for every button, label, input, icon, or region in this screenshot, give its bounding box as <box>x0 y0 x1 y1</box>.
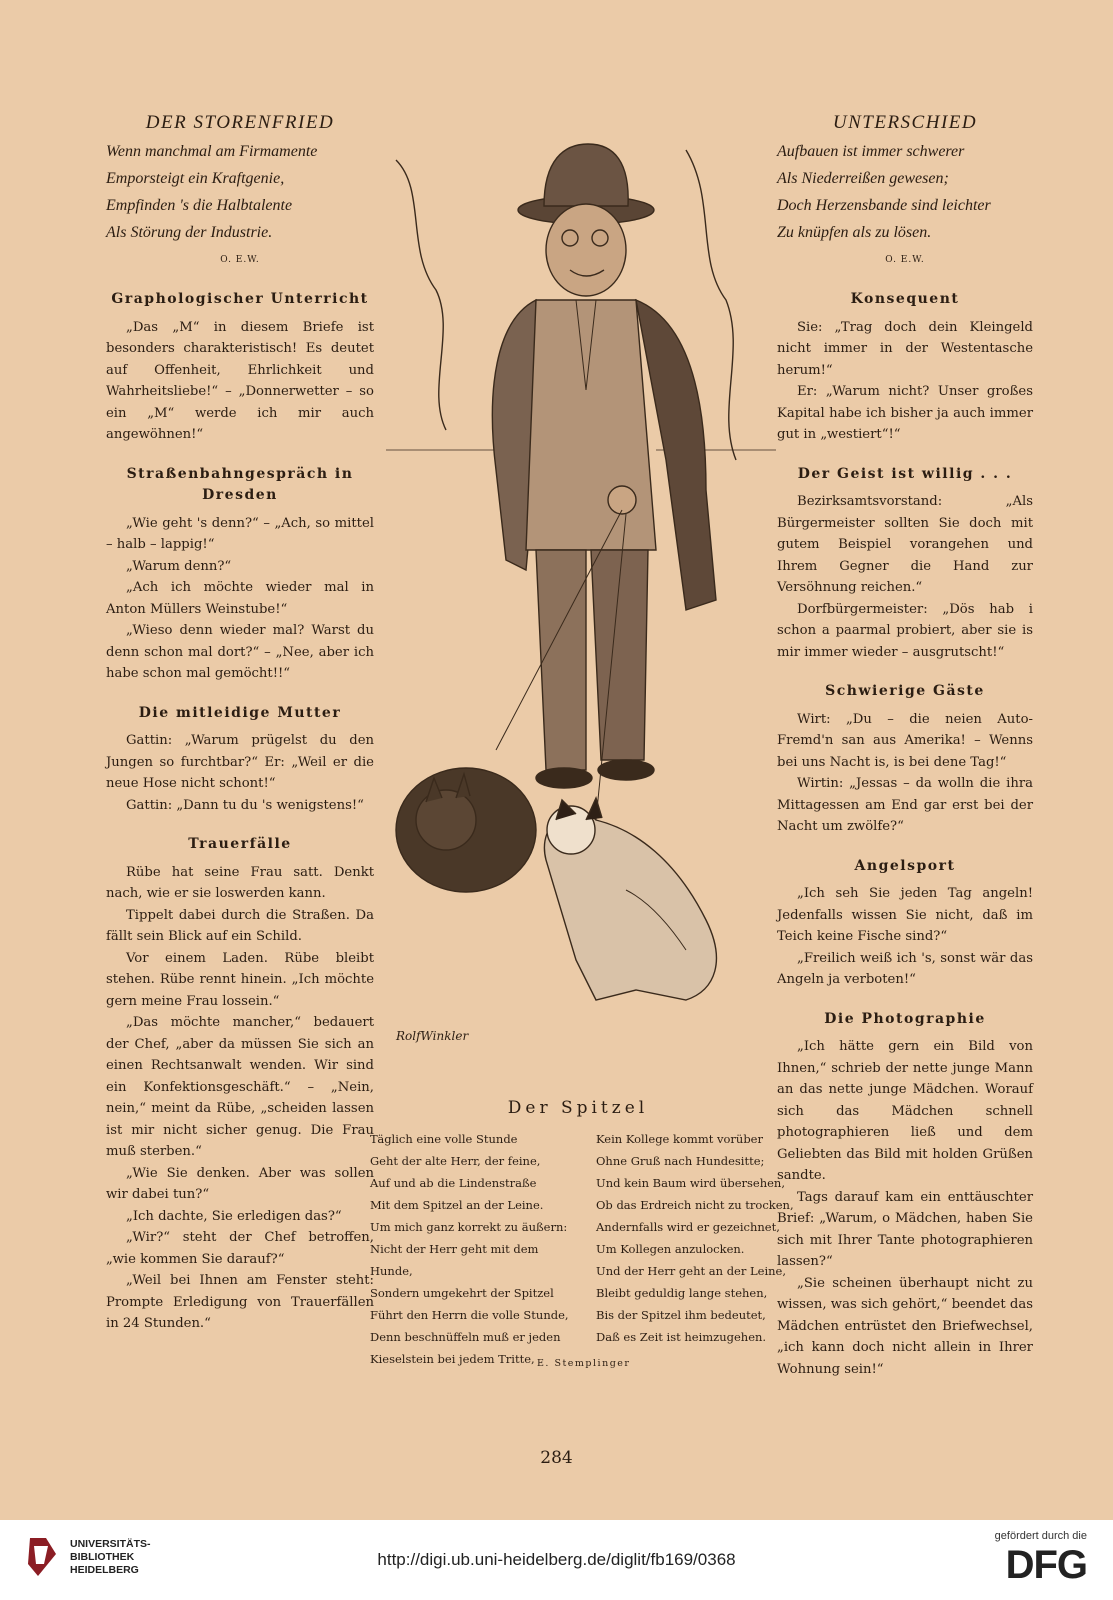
verse-line: Täglich eine volle Stunde <box>370 1132 518 1146</box>
anecdote-heading: Straßenbahngespräch in Dresden <box>126 465 354 503</box>
verse-line: Auf und ab die Lindenstraße <box>370 1176 537 1190</box>
verse-line: Führt den Herrn die volle Stunde, <box>370 1308 569 1322</box>
verse-line: Und der Herr geht an der Leine, <box>596 1264 786 1278</box>
anecdote-paragraph: „Wieso denn wieder mal? Warst du denn schon mal dort?“ – „Nee, aber ich habe schon mal gemöcht!!“ <box>106 623 374 681</box>
anecdote-paragraph: „Ich seh Sie jeden Tag angeln! Jedenfalls wissen Sie nicht, daß im Teich keine Fische sind?“ <box>777 886 1033 944</box>
anecdote-paragraph: Dorfbürgermeister: „Dös hab i schon a paarmal probiert, aber sie is mir immer wieder – ausgrutscht!“ <box>777 601 1033 660</box>
anecdote-paragraph: Wirtin: „Jessas – da wolln die ihra Mittagessen am End gar erst bei der Nacht um zwölfe?“ <box>777 776 1033 834</box>
verse-line: Um mich ganz korrekt zu äußern: <box>370 1220 568 1234</box>
anecdote-paragraph: „Freilich weiß ich 's, sonst wär das Angeln ja verboten!“ <box>777 950 1033 987</box>
anecdote-paragraph: „Wie Sie denken. Aber was sollen wir dabei tun?“ <box>106 1165 374 1202</box>
poem-line: Empfinden 's die Halbtalente <box>106 196 293 214</box>
anecdote-paragraph: „Weil bei Ihnen am Fenster steht: Prompte Erledigung von Trauerfällen in 24 Stunden.“ <box>106 1273 374 1331</box>
poem-signature-left: O. E.W. <box>220 254 260 265</box>
poem-line: Als Niederreißen gewesen; <box>777 169 949 187</box>
spitzel-author: E. Stemplinger <box>537 1358 631 1369</box>
poem-line: Als Störung der Industrie. <box>106 223 273 241</box>
foliage-line <box>396 160 446 430</box>
anecdote-paragraph: „Warum denn?“ <box>126 558 232 574</box>
funded-by-text: gefördert durch die <box>994 1530 1087 1542</box>
anecdote-paragraph: Rübe hat seine Frau satt. Denkt nach, wie er sie loswerden kann. <box>106 864 374 901</box>
anecdote-paragraph: „Das „M“ in diesem Briefe ist besonders charakteristisch! Es deutet auf Offenheit, Ehrlichkeit und Wahrheitsliebe!“ – „Donnerwetter – so ein „M“ werde ich mir auch angewöhnen!“ <box>106 319 374 442</box>
verse-line: Andernfalls wird er gezeichnet, <box>596 1220 780 1234</box>
verse-line: Bis der Spitzel ihm bedeutet, <box>596 1308 766 1322</box>
poem-line: Zu knüpfen als zu lösen. <box>777 223 932 241</box>
verse-line: Denn beschnüffeln muß er jeden <box>370 1330 561 1344</box>
verse-line: Nicht der Herr geht mit dem Hunde, <box>370 1242 539 1278</box>
anecdote-heading: Der Geist ist willig . . . <box>797 465 1013 482</box>
anecdote-paragraph: „Sie scheinen überhaupt nicht zu wissen, was sich gehört,“ beendet das Mädchen entrüstet den Briefwechsel, „ich kann doch nicht allein in Ihrer Wohnung sein!“ <box>777 1275 1033 1377</box>
poem-line: Emporsteigt ein Kraftgenie, <box>106 169 285 187</box>
verse-line: Ob das Erdreich nicht zu trocken, <box>596 1198 794 1212</box>
dfg-logo <box>995 1530 1087 1586</box>
anecdote-heading: Graphologischer Unterricht <box>111 291 369 307</box>
verse-line: Daß es Zeit ist heimzugehen. <box>596 1330 767 1344</box>
anecdote-paragraph: Tippelt dabei durch die Straßen. Da fällt sein Blick auf ein Schild. <box>106 907 374 944</box>
anecdote-paragraph: Tags darauf kam ein enttäuschter Brief: „Warum, o Mädchen, haben Sie sich mit Ihrer Tante photographieren lassen?“ <box>777 1189 1033 1269</box>
poem-title-left: DER STORENFRIED <box>145 112 335 133</box>
anecdote-heading: Konsequent <box>850 291 960 307</box>
library-name-line: BIBLIOTHEK <box>70 1550 135 1563</box>
left-anecdotes <box>106 289 374 1335</box>
verse-line: Und kein Baum wird übersehen, <box>596 1176 785 1190</box>
anecdote-paragraph: Vor einem Laden. Rübe bleibt stehen. Rübe rennt hinein. „Ich möchte gern meine Frau lossein.“ <box>106 950 374 1009</box>
anecdote-paragraph: Gattin: „Dann tu du 's wenigstens!“ <box>126 797 364 813</box>
anecdote-heading: Die Photographie <box>824 1010 986 1027</box>
left-shoe <box>536 768 592 788</box>
anecdote-paragraph: Sie: „Trag doch dein Kleingeld nicht immer in der Westentasche herum!“ <box>777 319 1033 378</box>
anecdote-heading: Angelsport <box>854 857 956 874</box>
poem-signature-right: O. E.W. <box>885 254 925 265</box>
head <box>546 204 626 296</box>
verse-line: Geht der alte Herr, der feine, <box>370 1154 541 1168</box>
anecdote-paragraph: „Wie geht 's denn?“ – „Ach, so mittel – halb – lappig!“ <box>106 515 374 552</box>
verse-line: Sondern umgekehrt der Spitzel <box>370 1286 554 1300</box>
dog-ear <box>586 798 602 820</box>
spitzel-title: Der Spitzel <box>507 1098 649 1118</box>
library-name-line: UNIVERSITÄTS- <box>70 1537 151 1550</box>
anecdote-paragraph: Gattin: „Warum prügelst du den Jungen so furchtbar?“ Er: „Weil er die neue Hose nicht schont!“ <box>106 733 374 791</box>
anecdote-paragraph: Wirt: „Du – die neien Auto-Fremd'n san aus Amerika! – Wenns bei uns Nacht is, is bei dene Tag!“ <box>777 711 1033 770</box>
spitz-dog-head <box>416 790 476 850</box>
anecdote-heading: Trauerfälle <box>188 836 292 852</box>
dfg-wordmark: DFG <box>1005 1543 1087 1587</box>
poem-line: Aufbauen ist immer schwerer <box>777 142 965 160</box>
source-url-link[interactable]: http://digi.ub.uni-heidelberg.de/diglit/fb169/0368 <box>377 1550 736 1569</box>
right-column <box>777 112 1033 1380</box>
anecdote-heading: Die mitleidige Mutter <box>138 704 342 721</box>
torso <box>526 300 656 550</box>
man-with-dogs-illustration <box>386 130 776 1060</box>
poem-title-right: UNTERSCHIED <box>832 112 978 133</box>
anecdote-paragraph: „Wir?“ steht der Chef betroffen, „wie kommen Sie darauf?“ <box>106 1230 374 1267</box>
anecdote-heading: Schwierige Gäste <box>825 683 985 699</box>
poem-lines-right <box>777 138 1033 246</box>
anecdote-paragraph: „Das möchte mancher,“ bedauert der Chef, „aber da müssen Sie sich an einen Rechtsanwalt wenden. Wir sind ein Konfektionsgeschäft.“ – „Nein, nein,“ meint da Rübe, „scheiden lassen ist mir nicht sicher genug. Die Frau muß sterben.“ <box>106 1015 374 1159</box>
anecdote-paragraph: „Ich hätte gern ein Bild von Ihnen,“ schrieb der nette junge Mann an das nette junge Mädchen. Worauf sich das Mädchen schnell photographieren ließ und dem Geliebten das Bild mit holden Grüßen sandte. <box>777 1039 1033 1183</box>
spitzel-verse-col1 <box>370 1128 580 1370</box>
spitzel-verse-col2 <box>596 1128 796 1348</box>
verse-line: Mit dem Spitzel an der Leine. <box>370 1198 544 1212</box>
verse-line: Ohne Gruß nach Hundesitte; <box>596 1154 765 1168</box>
page-number: 284 <box>540 1448 573 1468</box>
anecdote-paragraph: Er: „Warum nicht? Unser großes Kapital habe ich bisher ja auch immer gut in „westiert“!“ <box>777 384 1033 442</box>
left-column <box>106 112 374 1335</box>
anecdote-paragraph: „Ach ich möchte wieder mal in Anton Müllers Weinstube!“ <box>106 580 374 617</box>
poem-line: Doch Herzensbande sind leichter <box>777 196 991 214</box>
hat-crown <box>544 144 628 206</box>
poem-line: Wenn manchmal am Firmamente <box>106 142 318 160</box>
hand <box>608 486 636 514</box>
verse-line: Kieselstein bei jedem Tritte, <box>370 1352 535 1366</box>
footer-bar <box>0 1520 1113 1600</box>
verse-line: Bleibt geduldig lange stehen, <box>596 1286 768 1300</box>
anecdote-paragraph: „Ich dachte, Sie erledigen das?“ <box>126 1208 342 1224</box>
right-shoe <box>598 760 654 780</box>
verse-line: Kein Kollege kommt vorüber <box>596 1132 763 1146</box>
artist-signature: RolfWinkler <box>396 1029 469 1043</box>
anecdote-paragraph: Bezirksamtsvorstand: „Als Bürgermeister sollten Sie doch mit gutem Beispiel vorangehen und Ihrem Gegner die Hand zur Versöhnung reichen.“ <box>777 494 1033 595</box>
right-anecdotes <box>777 289 1033 1380</box>
library-name-line: HEIDELBERG <box>70 1563 139 1576</box>
verse-line: Um Kollegen anzulocken. <box>596 1242 745 1256</box>
poem-lines-left <box>106 138 374 246</box>
